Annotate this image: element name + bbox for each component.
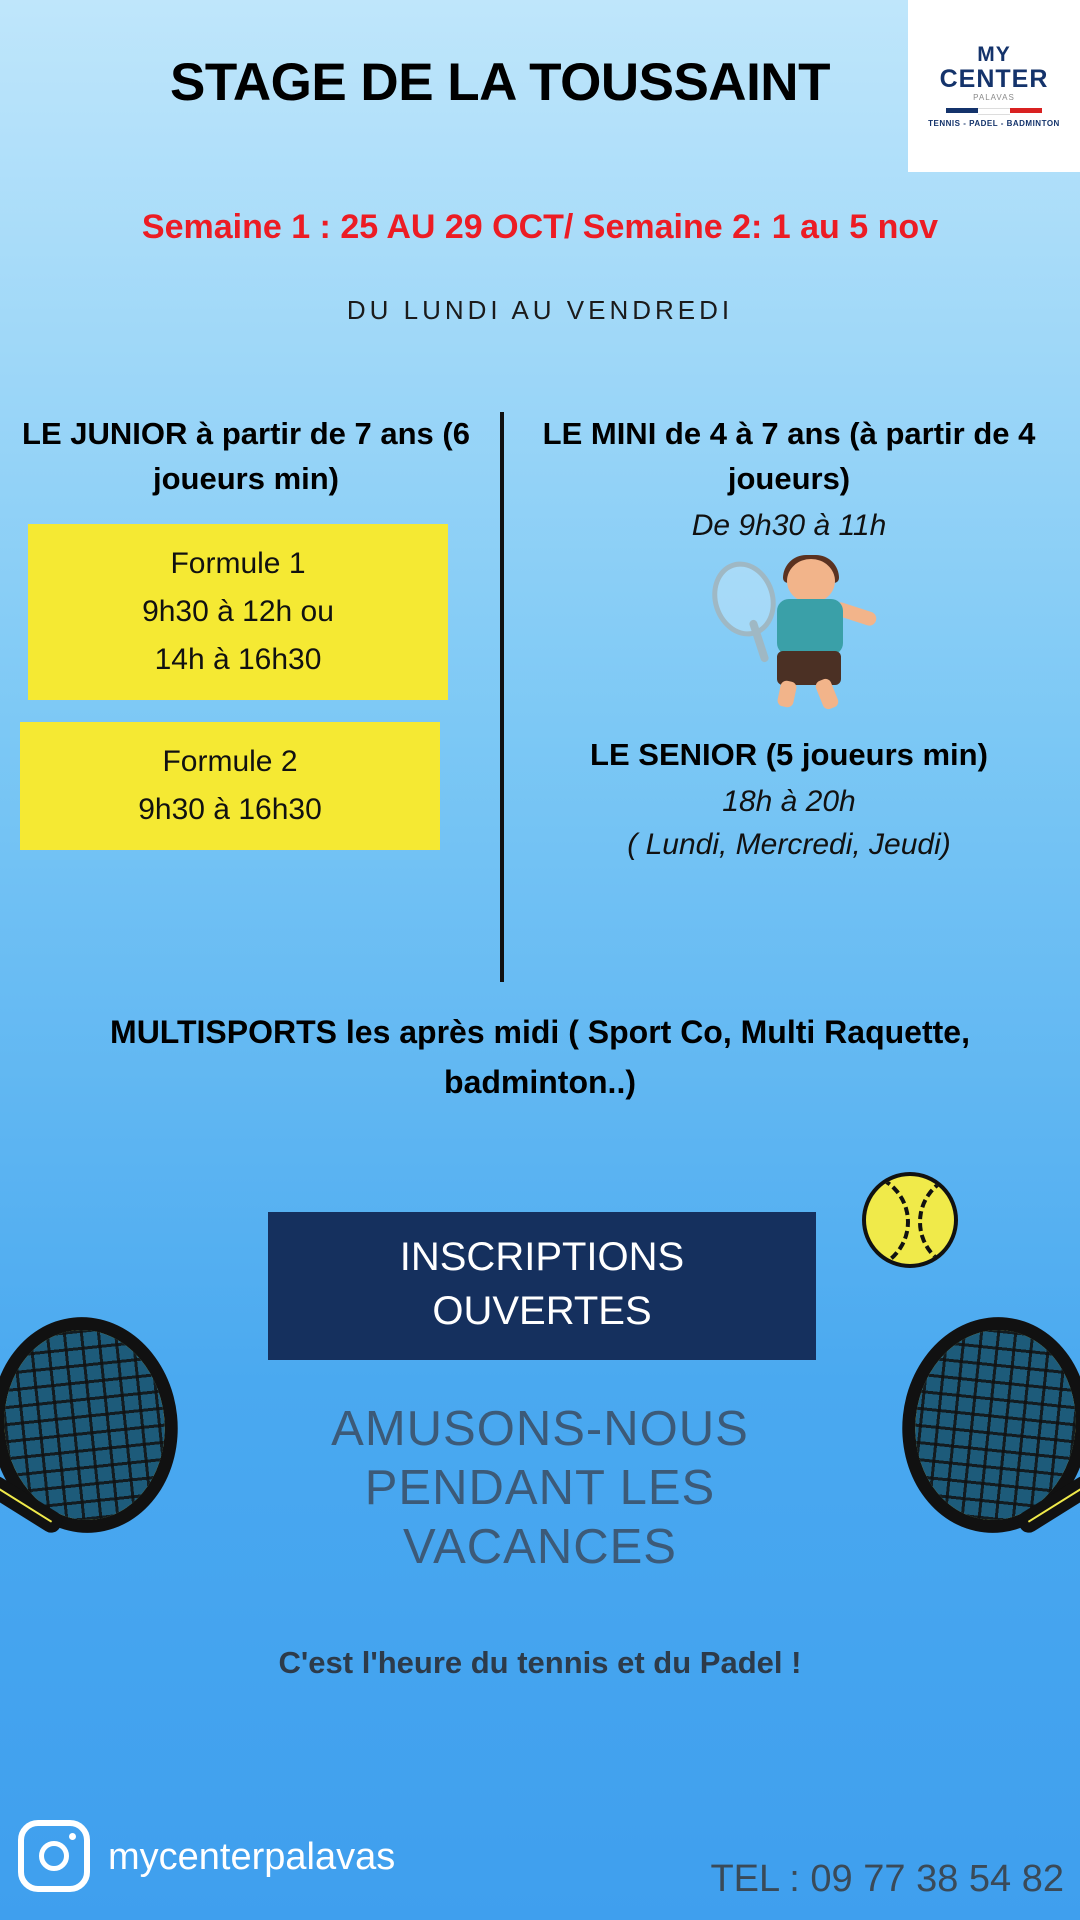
tennis-ball-icon <box>862 1172 958 1268</box>
phone-number[interactable]: TEL : 09 77 38 54 82 <box>710 1858 1064 1900</box>
session-dates: Semaine 1 : 25 AU 29 OCT/ Semaine 2: 1 au 5 nov <box>141 208 939 246</box>
logo-line-center: CENTER <box>939 64 1049 93</box>
formula-2-line-1: 9h30 à 16h30 <box>138 792 322 826</box>
session-days: DU LUNDI AU VENDREDI <box>346 295 734 325</box>
page-title: STAGE DE LA TOUSSAINT <box>170 53 830 112</box>
instagram-icon[interactable] <box>18 1820 90 1892</box>
formula-2-title: Formule 2 <box>162 744 298 778</box>
slogan-line-2: PENDANT LES <box>364 1460 716 1515</box>
formula-2-box <box>20 722 440 850</box>
logo-line-my: MY <box>977 42 1011 66</box>
senior-hours: 18h à 20h <box>722 784 856 818</box>
mini-hours: De 9h30 à 11h <box>691 508 887 542</box>
slogan-line-1: AMUSONS-NOUS <box>331 1402 749 1456</box>
column-divider <box>500 412 504 982</box>
registration-banner[interactable] <box>268 1212 816 1360</box>
logo-sub-palavas: PALAVAS <box>973 93 1015 103</box>
slogan-subtitle: C'est l'heure du tennis et du Padel ! <box>278 1645 802 1680</box>
formula-1-line-2: 14h à 16h30 <box>154 642 322 676</box>
logo-tagline: TENNIS - PADEL - BADMINTON <box>928 119 1060 129</box>
multisports-note: MULTISPORTS les après midi ( Sport Co, Multi Raquette, badminton..) <box>110 1014 970 1100</box>
registration-line-1: INSCRIPTIONS <box>399 1235 685 1279</box>
junior-heading: LE JUNIOR à partir de 7 ans (6 joueurs min) <box>22 416 470 496</box>
senior-days: ( Lundi, Mercredi, Jeudi) <box>627 827 951 861</box>
formula-1-line-1: 9h30 à 12h ou <box>142 594 334 628</box>
formula-1-title: Formule 1 <box>170 546 306 580</box>
mini-heading: LE MINI de 4 à 7 ans (à partir de 4 joueurs) <box>542 416 1036 496</box>
formula-1-box <box>28 524 448 700</box>
registration-line-2: OUVERTES <box>432 1289 652 1333</box>
junior-section <box>20 412 472 850</box>
slogan <box>140 1400 940 1576</box>
instagram-handle[interactable]: mycenterpalavas <box>108 1836 396 1878</box>
mini-senior-section <box>516 412 1062 864</box>
tennis-player-illustration <box>669 555 909 705</box>
slogan-line-3: VACANCES <box>403 1519 677 1574</box>
senior-heading: LE SENIOR (5 joueurs min) <box>590 736 988 772</box>
